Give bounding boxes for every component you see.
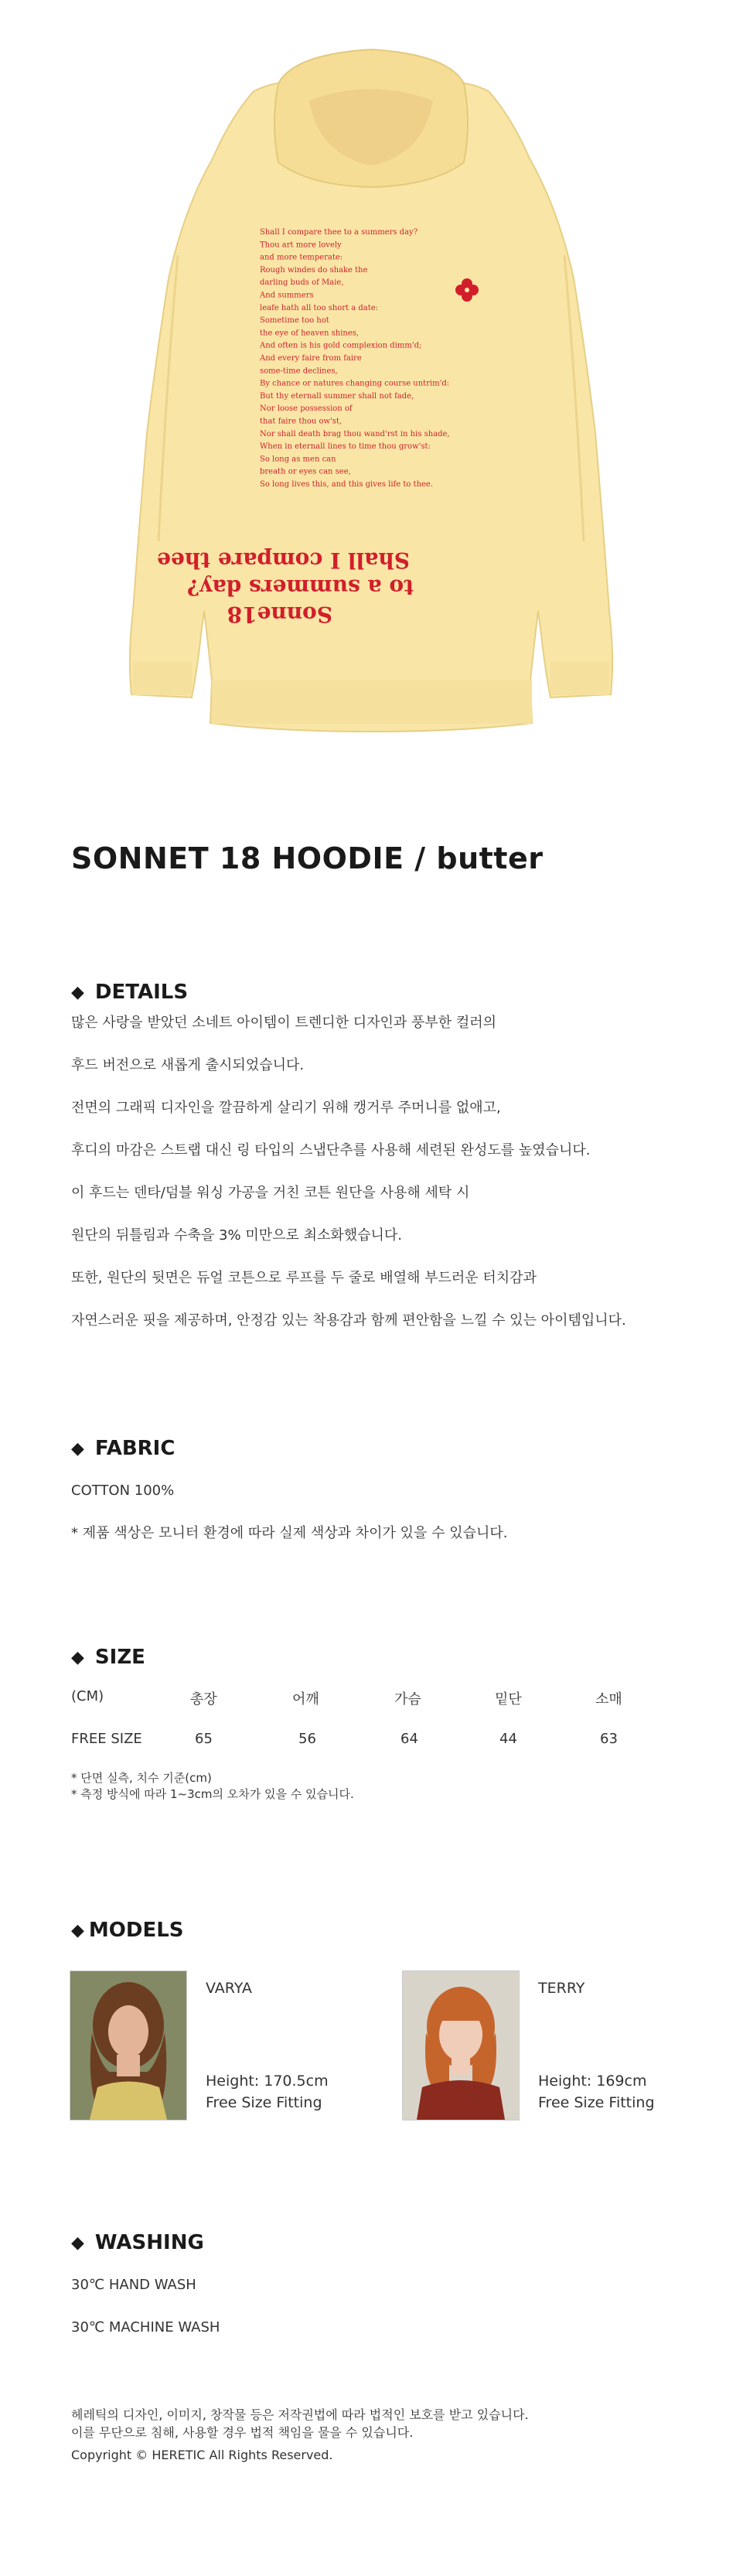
details-heading-label: DETAILS bbox=[94, 981, 189, 1004]
size-header-cell: 가슴 bbox=[394, 1691, 421, 1708]
print-poem-line: Nor loose possession of bbox=[260, 404, 353, 414]
details-line: 원단의 뒤틀림과 수축을 3% 미만으로 최소화했습니다. bbox=[71, 1227, 403, 1244]
print-poem-line: And summers bbox=[260, 291, 314, 300]
diamond-icon: ◆ bbox=[71, 2233, 84, 2253]
model-fit: Free Size Fitting bbox=[538, 2094, 655, 2111]
model-height: Height: 169cm bbox=[538, 2073, 647, 2090]
fabric-heading bbox=[71, 1437, 175, 1460]
model-fit: Free Size Fitting bbox=[206, 2094, 322, 2111]
washing-line: 30℃ MACHINE WASH bbox=[71, 2319, 220, 2335]
size-cell: 44 bbox=[499, 1731, 517, 1747]
size-header-cell: 소매 bbox=[595, 1691, 622, 1708]
washing-text bbox=[71, 2264, 220, 2349]
diamond-icon: ◆ bbox=[71, 1920, 84, 1940]
washing-line: 30℃ HAND WASH bbox=[71, 2277, 196, 2293]
print-poem-line: that faire thou ow'st, bbox=[260, 417, 343, 426]
print-poem-line: So long lives this, and this gives life to thee. bbox=[260, 480, 434, 489]
size-heading-label: SIZE bbox=[94, 1646, 145, 1669]
copyright-line: Copyright © HERETIC All Rights Reserved. bbox=[71, 2448, 333, 2462]
print-poem-line: And often is his gold complexion dimm'd; bbox=[260, 341, 422, 350]
size-header-cell: 총장 bbox=[190, 1691, 217, 1708]
model-photo-varya bbox=[70, 1970, 187, 2121]
size-header-cell: 밑단 bbox=[495, 1691, 522, 1708]
footer-line: 이를 무단으로 침해, 사용할 경우 법적 책임을 물을 수 있습니다. bbox=[71, 2425, 414, 2440]
size-note: * 측정 방식에 따라 1~3cm의 오차가 있을 수 있습니다. bbox=[71, 1787, 354, 1801]
fabric-line: COTTON 100% bbox=[71, 1482, 175, 1499]
details-line: 이 후드는 덴타/덤블 워싱 가공을 거친 코튼 원단을 사용해 세탁 시 bbox=[71, 1185, 470, 1201]
models-heading-label: MODELS bbox=[88, 1919, 184, 1942]
size-heading bbox=[71, 1646, 145, 1669]
washing-heading bbox=[71, 2231, 204, 2254]
product-title: SONNET 18 HOODIE / butter bbox=[71, 841, 544, 875]
print-poem-line: When in eternall lines to time thou grow'st: bbox=[260, 442, 431, 452]
print-flipped-line-1: Shall I compare thee bbox=[157, 548, 410, 573]
print-poem-line: Nor shall death brag thou wand'rst in his shade, bbox=[260, 429, 450, 438]
size-cell: 63 bbox=[600, 1731, 618, 1747]
fabric-line: * 제품 색상은 모니터 환경에 따라 실제 색상과 차이가 있을 수 있습니다. bbox=[71, 1525, 508, 1541]
print-poem-line: the eye of heaven shines, bbox=[260, 329, 360, 338]
size-cell: 65 bbox=[195, 1731, 213, 1747]
diamond-icon: ◆ bbox=[71, 1438, 84, 1459]
print-poem-line: Sometime too hot bbox=[260, 316, 329, 326]
print-flipped-line-2: to a summers day? bbox=[186, 575, 414, 600]
copyright-footer bbox=[71, 2406, 529, 2464]
product-image bbox=[0, 0, 743, 773]
size-notes bbox=[71, 1770, 354, 1803]
print-poem-line: By chance or natures changing course untrim'd: bbox=[260, 379, 450, 388]
details-heading bbox=[71, 981, 188, 1004]
print-poem-line: Thou art more lovely bbox=[260, 241, 342, 250]
print-poem-line: So long as men can bbox=[260, 455, 336, 464]
models-heading bbox=[71, 1919, 184, 1942]
size-header-cell: (CM) bbox=[71, 1688, 104, 1704]
print-poem-line: some-time declines, bbox=[260, 367, 338, 376]
details-line: 후디의 마감은 스트랩 대신 링 타입의 스냅단추를 사용해 세련된 완성도를 높였습니다. bbox=[71, 1142, 591, 1158]
fabric-heading-label: FABRIC bbox=[94, 1437, 176, 1460]
model-height: Height: 170.5cm bbox=[206, 2073, 329, 2090]
diamond-icon: ◆ bbox=[71, 982, 84, 1002]
washing-heading-label: WASHING bbox=[94, 2231, 204, 2254]
size-cell: FREE SIZE bbox=[71, 1731, 142, 1747]
print-poem-line: Rough windes do shake the bbox=[260, 265, 368, 275]
diamond-icon: ◆ bbox=[71, 1647, 84, 1667]
print-poem-line: leafe hath all too short a date: bbox=[260, 303, 379, 312]
size-header-cell: 어깨 bbox=[292, 1691, 319, 1708]
details-line: 후드 버전으로 새롭게 출시되었습니다. bbox=[71, 1057, 305, 1073]
print-poem-line: darling buds of Maie, bbox=[260, 278, 344, 288]
print-poem-line: Shall I compare thee to a summers day? bbox=[260, 228, 418, 237]
hoodie-illustration bbox=[0, 0, 743, 773]
details-text bbox=[71, 1001, 626, 1342]
footer-line: 헤레틱의 디자인, 이미지, 창작물 등은 저작권법에 따라 법적인 보호를 받고 있습니다. bbox=[71, 2407, 529, 2422]
details-line: 자연스러운 핏을 제공하며, 안정감 있는 착용감과 함께 편안함을 느낄 수 있는 아이템입니다. bbox=[71, 1312, 626, 1329]
fabric-text bbox=[71, 1469, 508, 1554]
model-photo-terry bbox=[402, 1970, 520, 2121]
print-poem-line: breath or eyes can see, bbox=[260, 467, 351, 476]
print-poem-line: and more temperate: bbox=[260, 253, 343, 262]
size-cell: 56 bbox=[298, 1731, 316, 1747]
print-poem-line: But thy eternall summer shall not fade, bbox=[260, 391, 414, 401]
print-flipped-line-3: Sonne18 bbox=[227, 602, 332, 627]
print-poem-line: And every faire from faire bbox=[260, 354, 362, 363]
size-note: * 단면 실측, 치수 기준(cm) bbox=[71, 1771, 212, 1785]
details-line: 또한, 원단의 뒷면은 듀얼 코튼으로 루프를 두 줄로 배열해 부드러운 터치감과 bbox=[71, 1270, 537, 1286]
size-cell: 64 bbox=[400, 1731, 418, 1747]
model-name: VARYA bbox=[206, 1980, 252, 1997]
details-line: 전면의 그래픽 디자인을 깔끔하게 살리기 위해 캥거루 주머니를 없애고, bbox=[71, 1100, 501, 1116]
details-line: 많은 사랑을 받았던 소네트 아이템이 트렌디한 디자인과 풍부한 컬러의 bbox=[71, 1015, 497, 1031]
model-name: TERRY bbox=[538, 1980, 585, 1997]
